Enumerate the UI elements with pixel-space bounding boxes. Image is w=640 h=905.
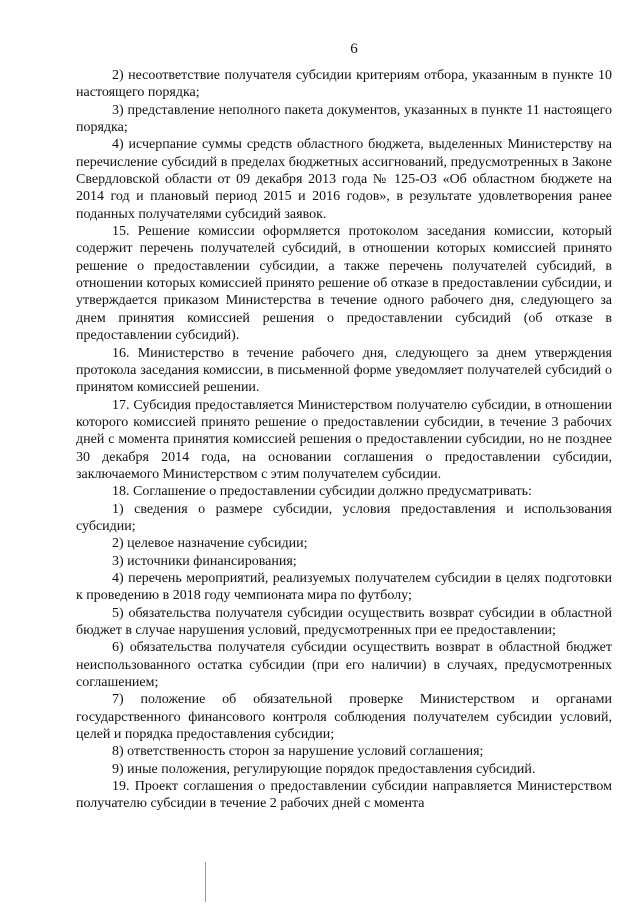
- paragraph-clause-17: 17. Субсидия предоставляется Министерством получателю субсидии, в отношении которого комиссией принято решение о предоставлении субсидии, в течение 3 рабочих дней с момента принятия комиссией решения о предоставлении субсидии, но не позднее 30 декабря 2014 года, на основании соглашения о предоставлении субсидии, заключаемого Министерством с этим получателем субсидии.: [76, 397, 612, 482]
- page-number: 6: [350, 41, 358, 57]
- agreement-item-6: 6) обязательства получателя субсидии осуществить возврат в областной бюджет неиспользованного остатка субсидии (при его наличии) в случаях, предусмотренных соглашением;: [76, 640, 612, 691]
- paragraph-clause-18: 18. Соглашение о предоставлении субсидии должно предусматривать:: [112, 484, 532, 500]
- paragraph-clause-15: 15. Решение комиссии оформляется протоколом заседания комиссии, который содержит перечень получателей субсидий, в отношении которых комиссией принято решение о предоставлении субсидии, а также перечень получателей субсидий, в отношении которых комиссией принято решение об отказе в предоставлении субсидии, и утверждается приказом Министерства в течение одного рабочего дня, следующего за днем принятия комиссией решения о предоставлении субсидий (об отказе в предоставлении субсидий).: [76, 224, 612, 344]
- paragraph-clause-16: 16. Министерство в течение рабочего дня, следующего за днем утверждения протокола заседания комиссии, в письменной форме уведомляет получателей субсидий о принятом комиссией решении.: [76, 345, 612, 396]
- paragraph-clause-19: 19. Проект соглашения о предоставлении субсидии направляется Министерством получателю субсидии в течение 2 рабочих дней с момента: [76, 779, 612, 812]
- paragraph-item-4: 4) исчерпание суммы средств областного бюджета, выделенных Министерству на перечисление субсидий в пределах бюджетных ассигнований, предусмотренных в Законе Свердловской области от 09 декабря 2013 года № 125-ОЗ «Об областном бюджете на 2014 год и плановый период 2015 и 2016 годов», в результате удовлетворения ранее поданных получателями субсидий заявок.: [76, 137, 612, 222]
- scan-mark: [205, 862, 206, 902]
- agreement-item-5: 5) обязательства получателя субсидии осуществить возврат субсидии в областной бюджет в случае нарушения условий, предусмотренных при ее предоставлении;: [76, 605, 612, 638]
- agreement-item-4: 4) перечень мероприятий, реализуемых получателем субсидии в целях подготовки к проведению в 2018 году чемпионата мира по футболу;: [76, 570, 612, 604]
- agreement-item-9: 9) иные положения, регулирующие порядок предоставления субсидий.: [112, 761, 536, 777]
- agreement-item-1: 1) сведения о размере субсидии, условия предоставления и использования субсидии;: [76, 501, 612, 534]
- paragraph-item-2: 2) несоответствие получателя субсидии критериям отбора, указанным в пункте 10 настоящего порядка;: [76, 68, 612, 101]
- agreement-item-8: 8) ответственность сторон за нарушение условий соглашения;: [112, 744, 484, 760]
- agreement-item-7: 7) положение об обязательной проверке Министерством и органами государственного финансового контроля соблюдения получателем субсидии условий, целей и порядка предоставления субсидии;: [76, 692, 612, 743]
- agreement-item-3: 3) источники финансирования;: [112, 553, 297, 569]
- agreement-item-2: 2) целевое назначение субсидии;: [112, 536, 308, 552]
- paragraph-item-3: 3) представление неполного пакета документов, указанных в пункте 11 настоящего порядка;: [76, 102, 612, 136]
